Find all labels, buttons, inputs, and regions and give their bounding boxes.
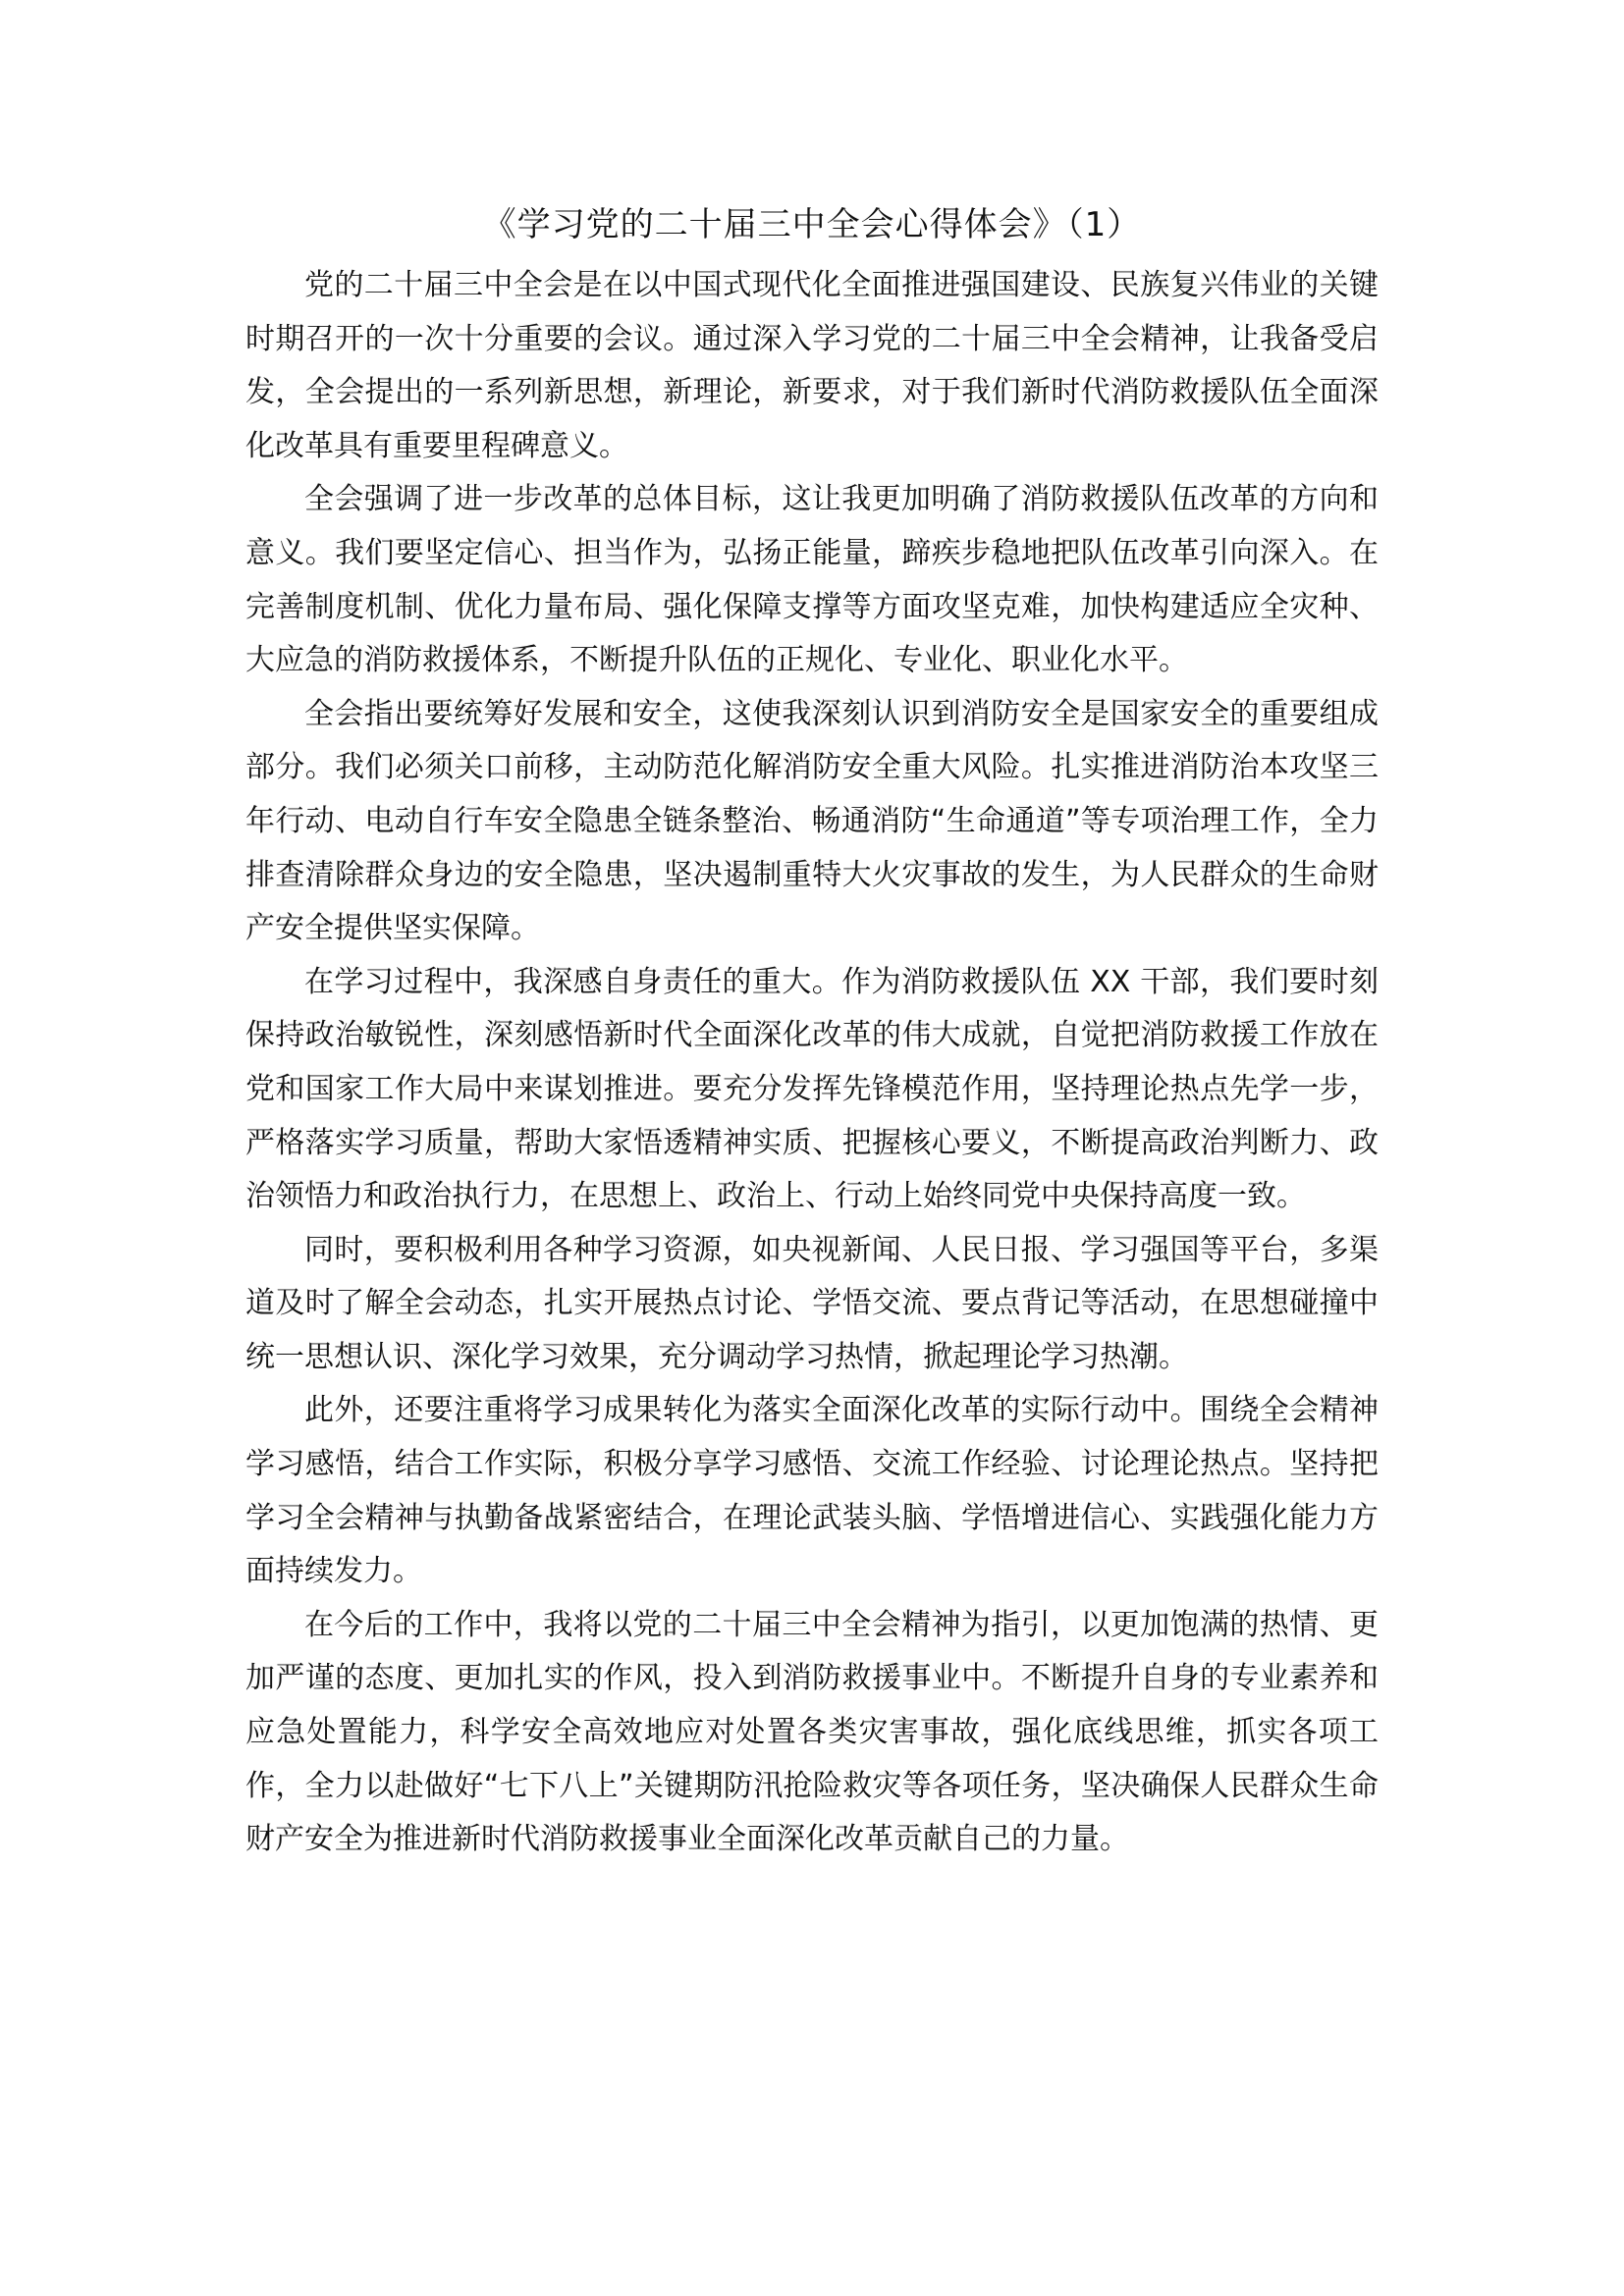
paragraph-6: 此外，还要注重将学习成果转化为落实全面深化改革的实际行动中。围绕全会精神学习感悟，结合工作实际，积极分享学习感悟、交流工作经验、讨论理论热点。坚持把学习全会精神与执勤备战紧密结合，在理论武装头脑、学悟增进信心、实践强化能力方面持续发力。 [245, 1393, 1379, 1589]
document-body [245, 259, 1379, 1867]
paragraph-4: 在学习过程中，我深感自身责任的重大。作为消防救援队伍 XX 干部，我们要时刻保持政治敏锐性，深刻感悟新时代全面深化改革的伟大成就，自觉把消防救援工作放在党和国家工作大局中来谋划推进。要充分发挥先锋模范作用，坚持理论热点先学一步，严格落实学习质量，帮助大家悟透精神实质、把握核心要义，不断提高政治判断力、政治领悟力和政治执行力，在思想上、政治上、行动上始终同党中央保持高度一致。 [245, 964, 1379, 1214]
paragraph-7: 在今后的工作中，我将以党的二十届三中全会精神为指引，以更加饱满的热情、更加严谨的态度、更加扎实的作风，投入到消防救援事业中。不断提升自身的专业素养和应急处置能力，科学安全高效地应对处置各类灾害事故，强化底线思维，抓实各项工作，全力以赴做好“七下八上”关键期防汛抢险救灾等各项任务，坚决确保人民群众生命财产安全为推进新时代消防救援事业全面深化改革贡献自己的力量。 [245, 1607, 1379, 1857]
paragraph-2: 全会强调了进一步改革的总体目标，这让我更加明确了消防救援队伍改革的方向和意义。我们要坚定信心、担当作为，弘扬正能量，蹄疾步稳地把队伍改革引向深入。在完善制度机制、优化力量布局、强化保障支撑等方面攻坚克难，加快构建适应全灾种、大应急的消防救援体系，不断提升队伍的正规化、专业化、职业化水平。 [245, 482, 1379, 678]
paragraph-3: 全会指出要统筹好发展和安全，这使我深刻认识到消防安全是国家安全的重要组成部分。我们必须关口前移，主动防范化解消防安全重大风险。扎实推进消防治本攻坚三年行动、电动自行车安全隐患全链条整治、畅通消防“生命通道”等专项治理工作，全力排查清除群众身边的安全隐患，坚决遏制重特大火灾事故的发生，为人民群众的生命财产安全提供坚实保障。 [245, 696, 1379, 946]
paragraph-5: 同时，要积极利用各种学习资源，如央视新闻、人民日报、学习强国等平台，多渠道及时了解全会动态，扎实开展热点讨论、学悟交流、要点背记等活动，在思想碰撞中统一思想认识、深化学习效果，充分调动学习热情，掀起理论学习热潮。 [245, 1232, 1379, 1374]
paragraph-1: 党的二十届三中全会是在以中国式现代化全面推进强国建设、民族复兴伟业的关键时期召开的一次十分重要的会议。通过深入学习党的二十届三中全会精神，让我备受启发，全会提出的一系列新思想，新理论，新要求，对于我们新时代消防救援队伍全面深化改革具有重要里程碑意义。 [245, 268, 1379, 463]
document-title: 《学习党的二十届三中全会心得体会》（1） [482, 205, 1142, 244]
